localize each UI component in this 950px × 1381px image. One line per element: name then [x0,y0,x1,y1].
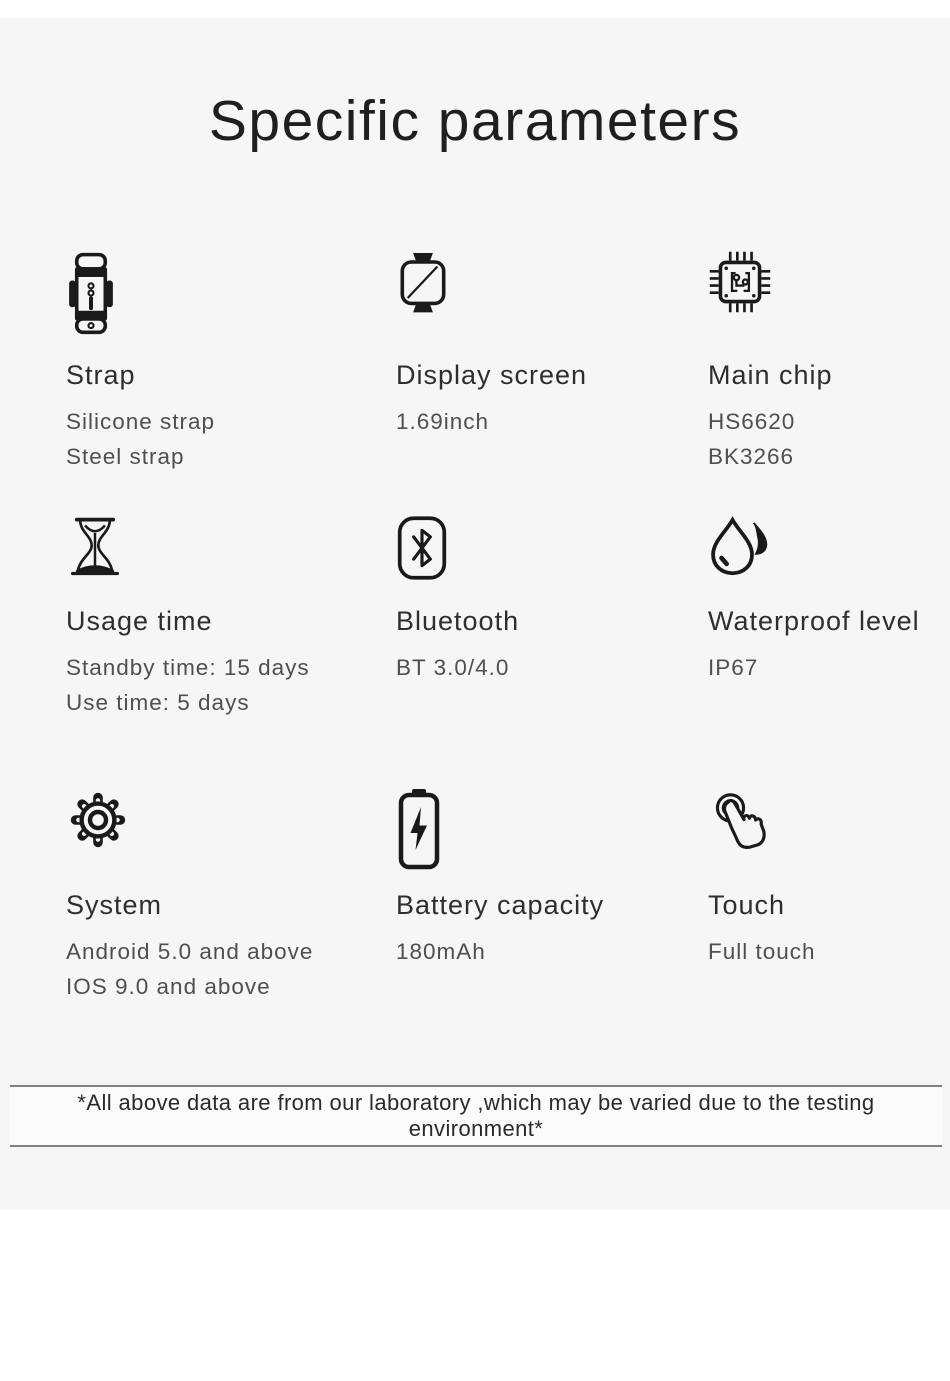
battery-icon [396,788,676,888]
spec-value: BT 3.0/4.0 [396,655,510,680]
spec-value: Full touch [708,939,816,964]
chip-icon [708,250,950,358]
spec-value: HS6620 [708,409,796,434]
spec-value: Steel strap [66,444,185,469]
touch-icon [708,788,950,888]
spec-value: BK3266 [708,444,795,469]
hourglass-icon [66,515,346,604]
spec-title: System [66,890,163,920]
spec-item-system [66,788,346,1004]
spec-value: Standby time: 15 days [66,655,310,680]
spec-value: Silicone strap [66,409,216,434]
bluetooth-icon [396,515,676,604]
spec-title: Usage time [66,606,213,636]
spec-value: IP67 [708,655,759,680]
footer-note [10,1085,942,1147]
page-title: Specific parameters [208,89,742,153]
spec-title: Battery capacity [396,890,605,920]
spec-item-usage-time [66,515,346,720]
spec-title: Main chip [708,360,833,390]
spec-value: 180mAh [396,939,486,964]
spec-value: 1.69inch [396,409,490,434]
watch-screen-icon [396,250,676,358]
spec-value: Android 5.0 and above [66,939,314,964]
spec-title: Touch [708,890,786,920]
spec-item-chip [708,250,950,474]
spec-item-touch [708,788,950,969]
spec-item-bluetooth [396,515,676,685]
spec-title: Display screen [396,360,588,390]
spec-value: IOS 9.0 and above [66,974,271,999]
spec-title: Waterproof level [708,606,920,636]
footer-note-line-1: *All above data are from our laboratory ,which may be varied due to the testing [77,1090,875,1115]
gear-icon [66,788,346,888]
watch-strap-icon [66,250,346,358]
spec-title: Strap [66,360,136,390]
waterdrop-icon [708,515,950,604]
footer-note-line-2: environment* [408,1116,544,1141]
spec-item-battery [396,788,676,969]
spec-title: Bluetooth [396,606,520,636]
spec-item-waterproof [708,515,950,685]
spec-item-strap [66,250,346,474]
spec-item-display [396,250,676,439]
spec-value: Use time: 5 days [66,690,250,715]
